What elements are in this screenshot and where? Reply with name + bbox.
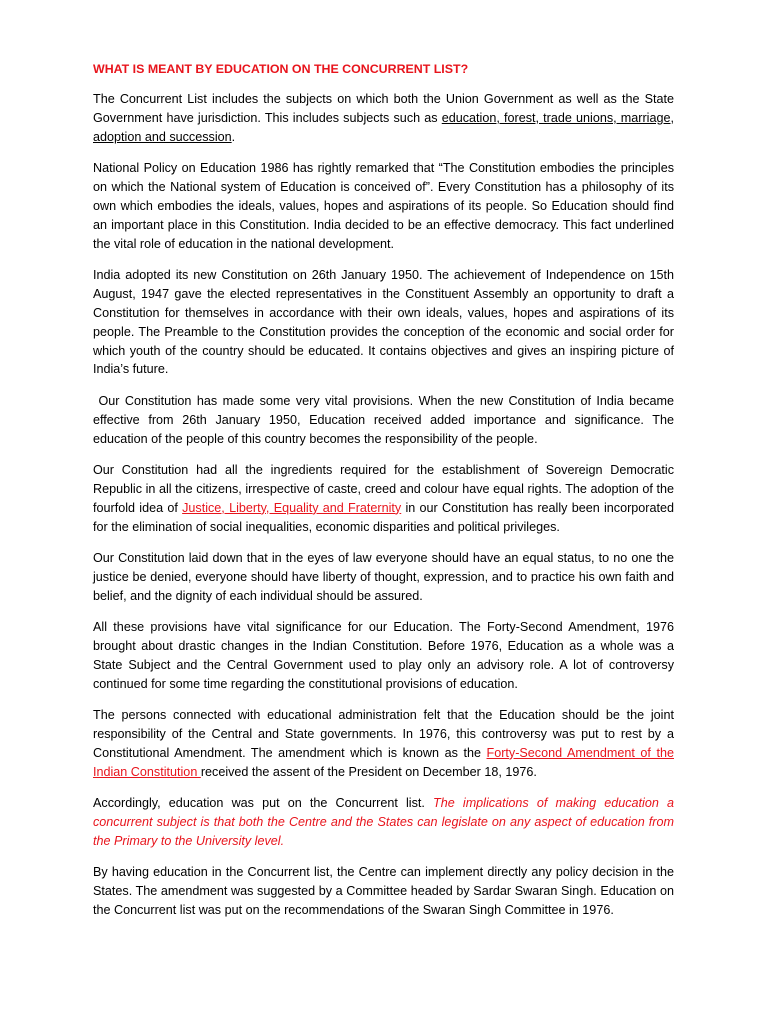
paragraph-ingredients: [93, 461, 674, 537]
p8-end: received the assent of the President on December 18, 1976.: [200, 764, 537, 779]
paragraph-vital-provisions: Our Constitution has made some very vital provisions. When the new Constitution of India became effective from 26th January 1950, Education received added importance and significance. The education of the people of this country becomes the responsibility of the people.: [93, 393, 674, 446]
p9-text: Accordingly, education was put on the Concurrent list.: [93, 796, 434, 811]
paragraph-constitution-adopted: India adopted its new Constitution on 26th January 1950. The achievement of Independence on 15th August, 1947 gave the elected representatives in the Constituent Assembly an opportunity to draft a Constitution for themselves in accordance with their own ideals, values, hopes and aspirations of its people. The Preamble to the Constitution provides the conception of the economic and social order for which youth of the country should be educated. It contains objectives and gives an inspiring picture of India’s future.: [93, 267, 674, 377]
paragraph-concurrent-implications: [93, 794, 674, 851]
paragraph-concurrent-list: [93, 90, 674, 147]
p1-text: The Concurrent List includes the subjects on which both the Union Government as well as the State Government have jurisdiction. This includes subjects such as: [93, 91, 674, 125]
p1-end: .: [231, 129, 236, 144]
p1-subjects-underlined: education, forest, trade unions, marriage, adoption and succession: [93, 110, 674, 144]
paragraph-national-policy: National Policy on Education 1986 has rightly remarked that “The Constitution embodies the principles on which the National system of Education is conceived of”. Every Constitution has a philosophy of its own which embodies the ideals, values, hopes and aspirations of its people. So Education should find an important place in this Constitution. India decided to be an effective democracy. This fact underlined the vital role of education in the national development.: [93, 161, 674, 251]
justice-liberty-link[interactable]: Justice, Liberty, Equality and Fraternity: [182, 500, 402, 515]
document-title: WHAT IS MEANT BY EDUCATION ON THE CONCURRENT LIST?: [93, 62, 469, 76]
p5-end: in our Constitution has really been incorporated for the elimination of social inequalities, economic disparities and political privileges.: [93, 500, 674, 534]
paragraph-forty-second-amendment: All these provisions have vital significance for our Education. The Forty-Second Amendment, 1976 brought about drastic changes in the Indian Constitution. Before 1976, Education as a whole was a State Subject and the Central Government used to play only an advisory role. A lot of controversy continued for some time regarding the constitutional provisions of education.: [93, 620, 674, 691]
paragraph-equal-status: Our Constitution laid down that in the eyes of law everyone should have an equal status, to no one the justice be denied, everyone should have liberty of thought, expression, and to practice his own faith and belief, and the dignity of each individual should be assured.: [93, 550, 674, 603]
implications-emphasis: The implications of making education a concurrent subject is that both the Centre and the States can legislate on any aspect of education from the Primary to the University level.: [93, 796, 674, 848]
document-page: [93, 60, 674, 932]
paragraph-educational-administration: [93, 706, 674, 782]
forty-second-amendment-link[interactable]: Forty-Second Amendment of the Indian Constitution: [93, 745, 674, 779]
p8-text: The persons connected with educational administration felt that the Education should be the joint responsibility of the Central and State governments. In 1976, this controversy was put to rest by a Constitutional Amendment. The amendment which is known as the: [93, 708, 674, 760]
p5-text: Our Constitution had all the ingredients required for the establishment of Sovereign Democratic Republic in all the citizens, irrespective of caste, creed and colour have equal rights. The adoption of the fourfold idea of: [93, 462, 674, 515]
paragraph-centre-policy: By having education in the Concurrent list, the Centre can implement directly any policy decision in the States. The amendment was suggested by a Committee headed by Sardar Swaran Singh. Education on the Concurrent list was put on the recommendations of the Swaran Singh Committee in 1976.: [93, 865, 674, 917]
